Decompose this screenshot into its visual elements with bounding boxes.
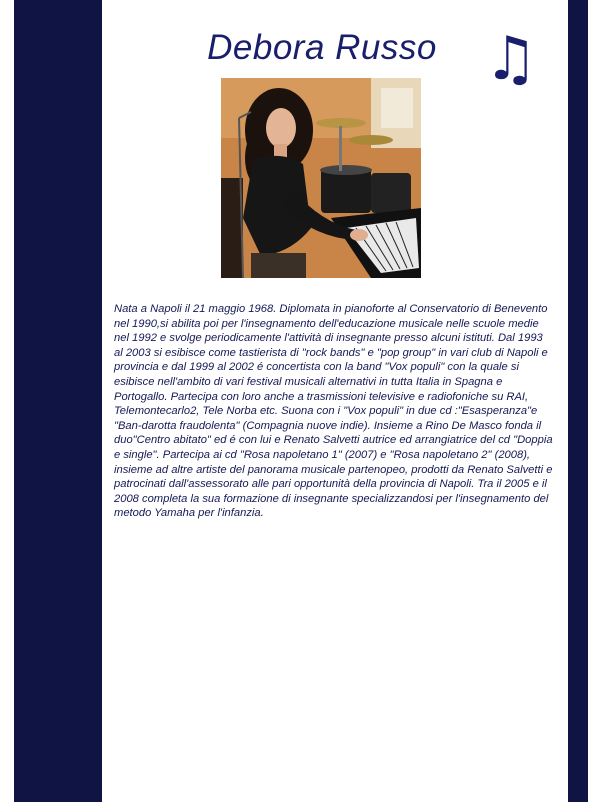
artist-photo xyxy=(221,78,421,278)
right-frame-bar xyxy=(568,0,588,802)
left-frame-bar xyxy=(14,0,102,802)
biography-text: Nata a Napoli il 21 maggio 1968. Diplomata in pianoforte al Conservatorio di Benevento nel 1990,si abilita poi per l'insegnamento dell'educazione musicale nelle scuole medie nel 1992 e svolge periodicamente l'attività di insegnante presso alcuni istituti. Dal 1993 al 2003 si esibisce come tastierista di "rock bands" e "pop group" in vari club di Napoli e provincia e dal 1999 al 2002 é concertista con la band "Vox populi" con la quale si esibisce nell'ambito di vari festival musicali alternativi in tutta Italia in Spagna e Portogallo. Partecipa con loro anche a trasmissioni televisive e radiofoniche su RAI, Telemontecarlo2, Tele Norba etc. Suona con i "Vox populi" in due cd :"Esasperanza"e "Ban-darotta fraudolenta" (Compagnia nuove indie). Insieme a Rino De Masco fonda il duo"Centro abitato" ed é con lui e Renato Salvetti autrice ed arrangiatrice del cd "Doppia e single". Partecipa ai cd "Rosa napoletano 1" (2007) e "Rosa napoletano 2" (2008), insieme ad altre artiste del panorama musicale partenopeo, prodotti da Renato Salvetti e patrocinati dall'assessorato alle pari opportunità della provincia di Napoli. Tra il 2005 e il 2008 completa la sua formazione di insegnante specializzandosi per l'insegnamento del metodo Yamaha per l'infanzia. xyxy=(114,303,553,520)
page-content xyxy=(102,0,568,802)
music-note-icon: ♫ xyxy=(484,24,538,94)
page-title: Debora Russo xyxy=(207,28,437,67)
